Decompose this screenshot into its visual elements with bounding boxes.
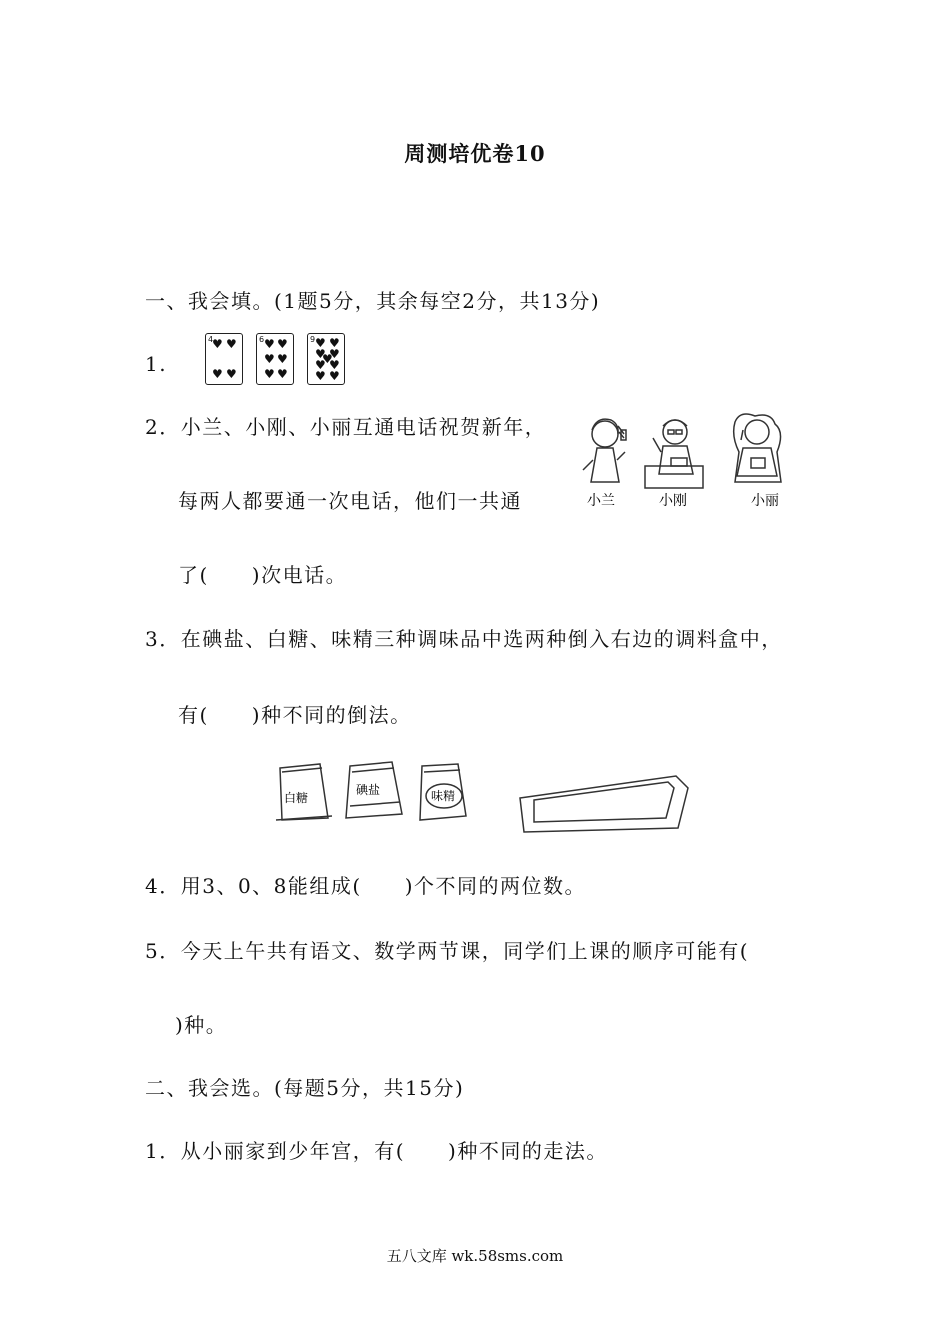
card-4-hearts: 4 ♥ ♥ ♥ ♥ — [205, 333, 243, 385]
heart-icon: ♥ — [315, 369, 326, 383]
heart-icon: ♥ — [277, 367, 288, 381]
figure-label-xiaogang: 小刚 — [659, 493, 687, 509]
section2-q1-text: 1．从小丽家到少年宫，有( )种不同的走法。 — [145, 1139, 608, 1163]
section1-heading: 一、我会填。(1题5分，其余每空2分，共13分) — [145, 289, 601, 313]
heart-icon: ♥ — [315, 336, 326, 350]
heart-icon: ♥ — [329, 336, 340, 350]
heart-icon: ♥ — [212, 337, 223, 351]
page-title: 周测培优卷10 — [404, 141, 546, 166]
card-6-hearts: 6 ♥ ♥ ♥ ♥ ♥ ♥ — [256, 333, 294, 385]
section2-heading: 二、我会选。(每题5分，共15分) — [145, 1076, 465, 1100]
heart-icon: ♥ — [212, 367, 223, 381]
heart-icon: ♥ — [329, 358, 340, 372]
card-9-hearts: 9 ♥ ♥ ♥ ♥ ♥ ♥ ♥ ♥ ♥ — [307, 333, 345, 385]
heart-icon: ♥ — [226, 337, 237, 351]
q5-line2: )种。 — [175, 1013, 228, 1037]
heart-icon: ♥ — [277, 337, 288, 351]
bag-label-salt: 碘盐 — [356, 783, 381, 797]
q3-line2: 有( )种不同的倒法。 — [178, 703, 412, 727]
heart-icon: ♥ — [329, 347, 340, 361]
heart-icon: ♥ — [329, 369, 340, 383]
q4-text: 4．用3、0、8能组成( )个不同的两位数。 — [145, 874, 587, 898]
page-footer: 五八文库 wk.58sms.com — [386, 1247, 564, 1265]
heart-icon: ♥ — [277, 352, 288, 366]
heart-icon: ♥ — [264, 337, 275, 351]
bag-label-sugar: 白糖 — [284, 791, 309, 805]
q3-line1: 3．在碘盐、白糖、味精三种调味品中选两种倒入右边的调料盒中， — [145, 627, 783, 651]
q2-line2: 每两人都要通一次电话，他们一共通 — [178, 489, 522, 513]
q1-number: 1. — [145, 352, 168, 376]
q5-line1: 5．今天上午共有语文、数学两节课，同学们上课的顺序可能有( — [145, 939, 750, 963]
children-phone-illustration — [575, 412, 810, 512]
q2-line1: 2．小兰、小刚、小丽互通电话祝贺新年， — [145, 415, 547, 439]
heart-icon: ♥ — [315, 358, 326, 372]
heart-icon: ♥ — [264, 352, 275, 366]
heart-icon: ♥ — [264, 367, 275, 381]
heart-icon: ♥ — [226, 367, 237, 381]
figure-label-xiaoli: 小丽 — [751, 493, 779, 509]
heart-icon: ♥ — [322, 352, 333, 366]
heart-icon: ♥ — [315, 347, 326, 361]
figure-label-xiaolan: 小兰 — [587, 493, 615, 509]
bag-label-msg: 味精 — [431, 789, 456, 803]
q2-line3: 了( )次电话。 — [178, 563, 348, 587]
seasoning-illustration — [272, 758, 697, 848]
